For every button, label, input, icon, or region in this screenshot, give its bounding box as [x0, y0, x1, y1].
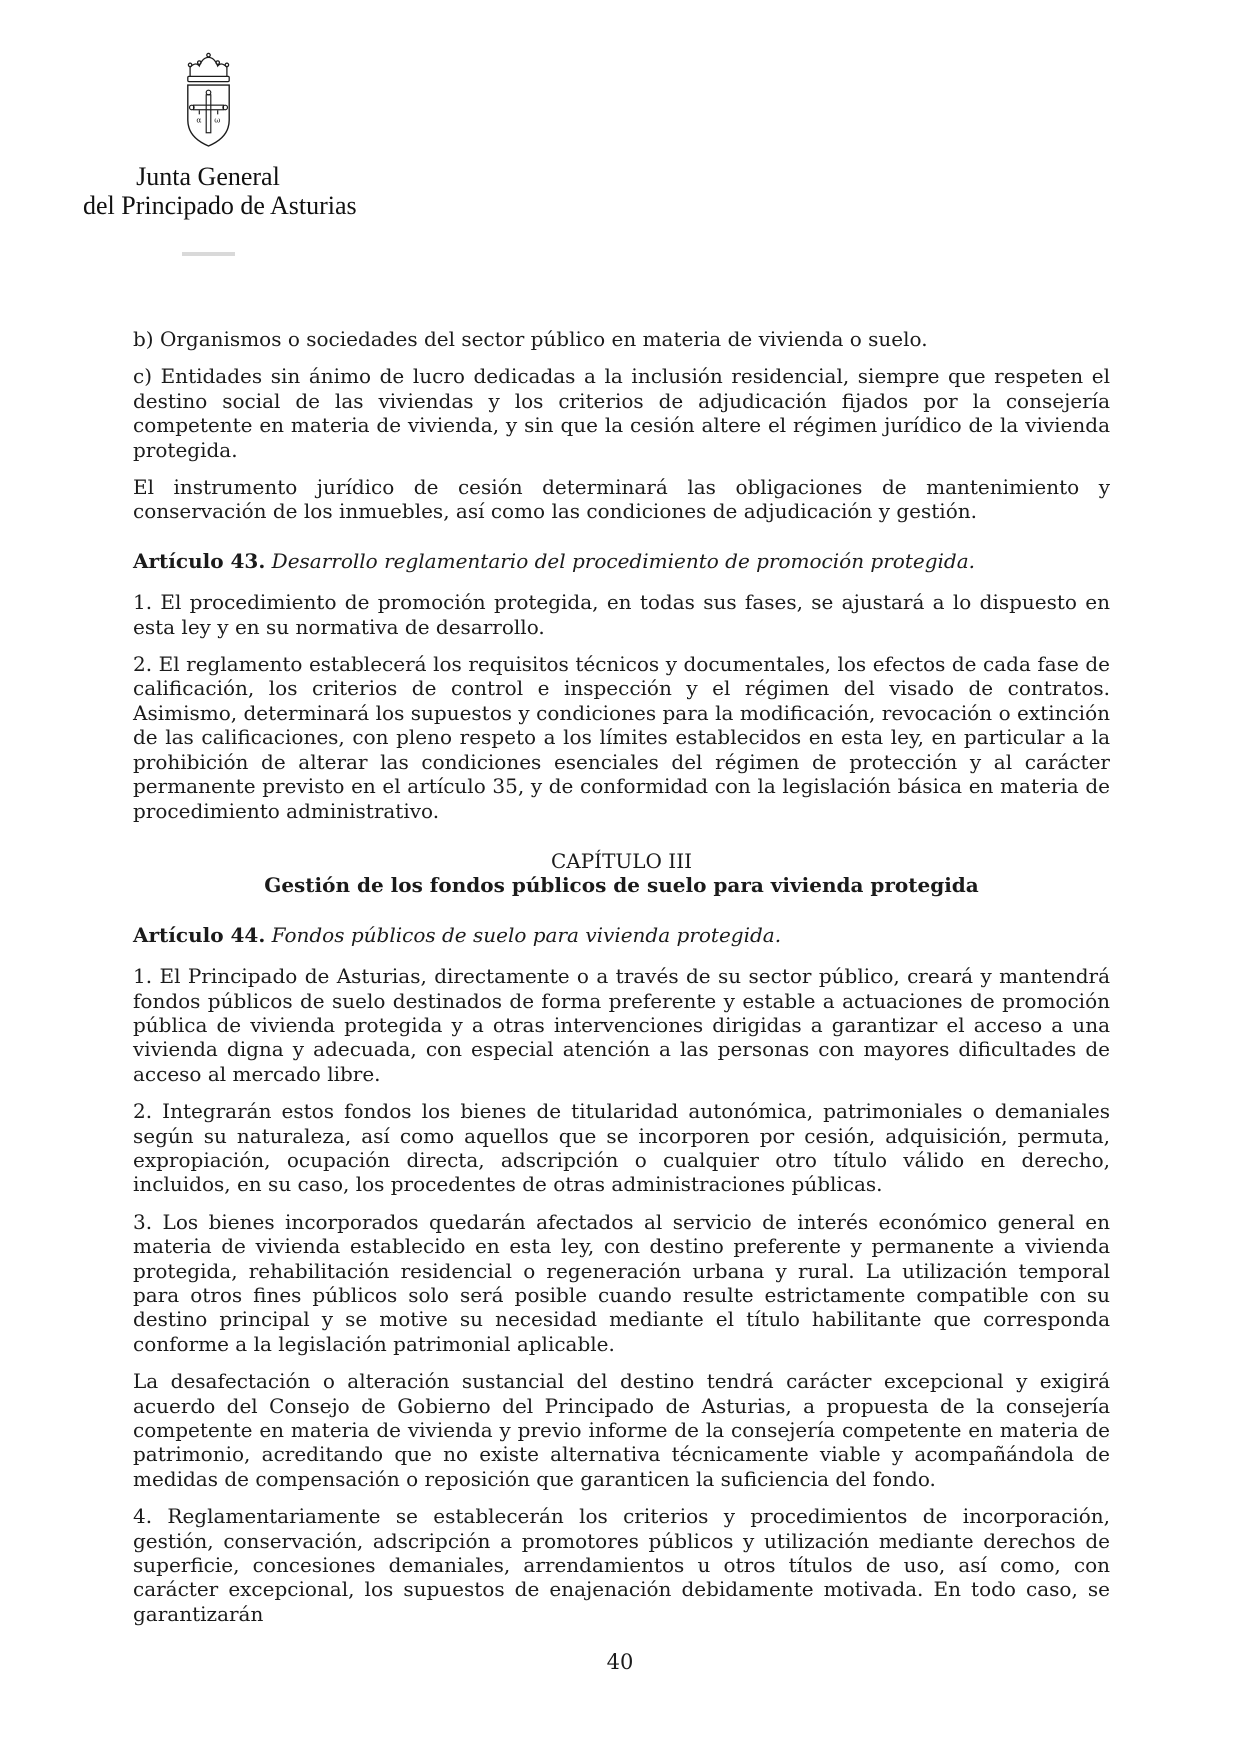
org-header [83, 52, 357, 256]
paragraph-item-b: b) Organismos o sociedades del sector público en materia de vivienda o suelo. [133, 327, 928, 351]
articulo-43-paragraph-2: 2. El reglamento establecerá los requisitos técnicos y documentales, los efectos de cada fase de calificación, los criterios de control e inspección y el régimen del visado de contratos. Asimismo, determinará los supuestos y condiciones para la modificación, revocación o extinción de las calificaciones, con pleno respeto a los límites establecidos en esta ley, en particular a la prohibición de alterar las condiciones esenciales del régimen de protección y al carácter permanente previsto en el artículo 35, y de conformidad con la legislación básica en materia de procedimiento administrativo. [133, 652, 1110, 823]
articulo-43-heading [133, 549, 1110, 573]
svg-text:ω: ω [213, 115, 220, 125]
articulo-43-label: Artículo 43. [133, 548, 266, 573]
org-name-line1: Junta General [136, 162, 280, 191]
articulo-44-paragraph-1: 1. El Principado de Asturias, directamente o a través de su sector público, creará y mantendrá fondos públicos de suelo destinados de forma preferente y estable a actuaciones de promoción pública de vivienda protegida y a otras intervenciones dirigidas a garantizar el acceso a una vivienda digna y adecuada, con especial atención a las personas con mayores dificultades de acceso al mercado libre. [133, 964, 1110, 1086]
articulo-44-heading [133, 923, 1110, 947]
org-name-line2: del Principado de Asturias [83, 191, 357, 220]
capitulo-3-label: CAPÍTULO III [550, 848, 693, 873]
paragraph-item-c: c) Entidades sin ánimo de lucro dedicadas a la inclusión residencial, siempre que respeten el destino social de las viviendas y los criterios de adjudicación fijados por la consejería competente en materia de vivienda, y sin que la cesión altere el régimen jurídico de la vivienda protegida. [133, 364, 1110, 462]
articulo-43-paragraph-1: 1. El procedimiento de promoción protegida, en todas sus fases, se ajustará a lo dispuesto en esta ley y en su normativa de desarrollo. [133, 590, 1110, 639]
articulo-44-paragraph-3b: La desafectación o alteración sustancial del destino tendrá carácter excepcional y exigirá acuerdo del Consejo de Gobierno del Principado de Asturias, a propuesta de la consejería competente en materia de vivienda y previo informe de la consejería competente en materia de patrimonio, acreditando que no existe alternativa técnicamente viable y acompañándola de medidas de compensación o reposición que garanticen la suficiencia del fondo. [133, 1369, 1110, 1491]
capitulo-3-title: Gestión de los fondos públicos de suelo para vivienda protegida [264, 873, 979, 898]
document-body [133, 327, 1110, 1639]
articulo-44-paragraph-3: 3. Los bienes incorporados quedarán afectados al servicio de interés económico general en materia de vivienda establecido en esta ley, con destino preferente y permanente a vivienda protegida, rehabilitación residencial o regeneración urbana y rural. La utilización temporal para otros fines públicos solo será posible cuando resulte estrictamente compatible con su destino principal y se motive su necesidad mediante el título habilitante que corresponda conforme a la legislación patrimonial aplicable. [133, 1209, 1110, 1356]
svg-text:α: α [195, 115, 201, 125]
page-footer [0, 1650, 1240, 1674]
articulo-44-label: Artículo 44. [133, 922, 266, 947]
page-number: 40 [606, 1650, 634, 1674]
articulo-44-title: Fondos públicos de suelo para vivienda protegida. [271, 922, 782, 947]
paragraph-instrumento-juridico: El instrumento jurídico de cesión determinará las obligaciones de mantenimiento y conservación de los inmuebles, así como las condiciones de adjudicación y gestión. [133, 475, 1110, 524]
asturias-coat-of-arms-icon [174, 52, 243, 156]
articulo-44-paragraph-2: 2. Integrarán estos fondos los bienes de titularidad autonómica, patrimoniales o demaniales según su naturaleza, así como aquellos que se incorporen por cesión, adquisición, permuta, expropiación, ocupación directa, adscripción o cualquier otro título válido en derecho, incluidos, en su caso, los procedentes de otras administraciones públicas. [133, 1099, 1110, 1197]
articulo-44-paragraph-4: 4. Reglamentariamente se establecerán los criterios y procedimientos de incorporación, gestión, conservación, adscripción a promotores públicos y utilización mediante derechos de superficie, concesiones demaniales, arrendamientos u otros títulos de uso, así como, con carácter excepcional, los supuestos de enajenación debidamente motivada. En todo caso, se garantizarán [133, 1504, 1110, 1626]
header-divider [182, 252, 235, 256]
articulo-43-title: Desarrollo reglamentario del procedimiento de promoción protegida. [271, 548, 975, 573]
